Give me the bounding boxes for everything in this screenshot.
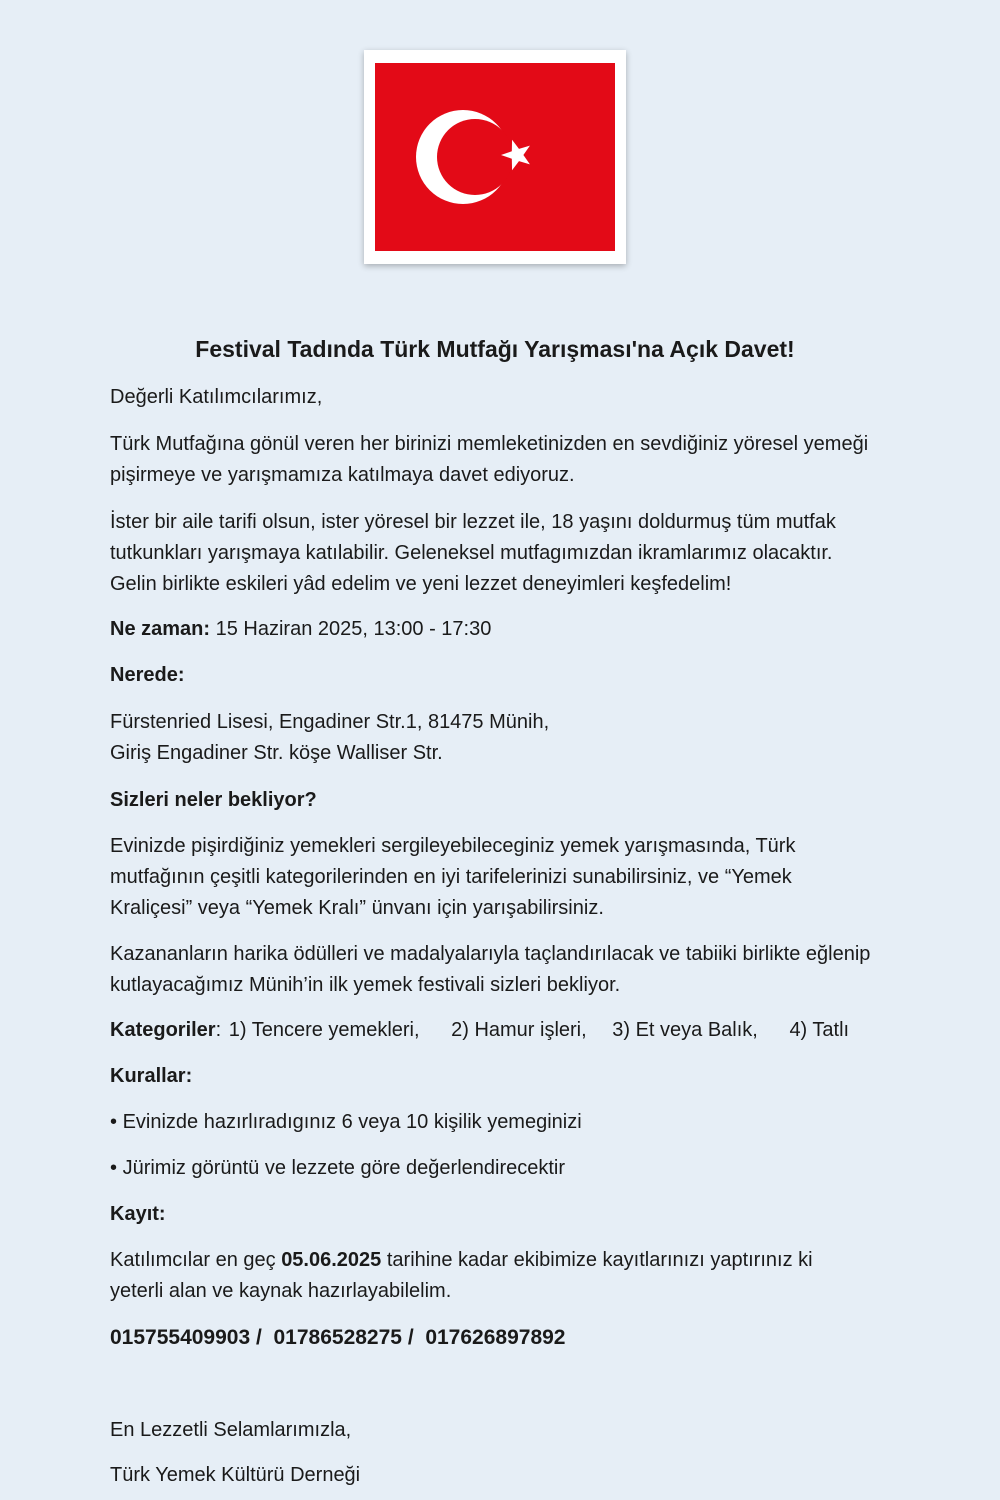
when-line (110, 614, 910, 645)
bullet-icon: • (110, 1111, 118, 1133)
closing-salutation: En Lezzetli Selamlarımızla, (110, 1419, 352, 1441)
phone-number[interactable]: 017626897892 (425, 1326, 566, 1349)
when-value: 15 Haziran 2025, 13:00 - 17:30 (215, 618, 492, 640)
expect-line: mutfağının çeşitli kategorilerinden en iyi tarifelerinizi sunabilirsiniz, ve “Yemek (110, 866, 792, 888)
prizes-line: Kazananların harika ödülleri ve madalyalarıyla taçlandırılacak ve tabiiki birlikte eğlenip (110, 943, 871, 965)
registration-heading: Kayıt: (110, 1203, 166, 1225)
expect-line: Evinizde pişirdiğiniz yemekleri sergileyebileceginiz yemek yarışmasında, Türk (110, 835, 796, 857)
address-line: Giriş Engadiner Str. köşe Walliser Str. (110, 742, 443, 764)
flag-icon (375, 63, 615, 251)
eligibility-line: İster bir aile tarifi olsun, ister yöresel bir lezzet ile, 18 yaşını doldurmuş tüm mutfak (110, 511, 836, 533)
category-item: 3) Et veya Balık, (612, 1019, 758, 1041)
intro-paragraph (110, 429, 910, 491)
rules-list (110, 1107, 910, 1184)
rule-item: • Jürimiz görüntü ve lezzete göre değerlendirecektir (110, 1157, 566, 1179)
turkish-flag (364, 50, 626, 264)
greeting: Değerli Katılımcılarımız, (110, 386, 323, 408)
expect-paragraph (110, 831, 910, 924)
where-address (110, 707, 910, 769)
expect-heading: Sizleri neler bekliyor? (110, 789, 317, 811)
eligibility-line: tutkunkları yarışmaya katılabilir. Geleneksel mutfagımızdan ikramlarımız olacaktır. (110, 542, 833, 564)
address-line: Fürstenried Lisesi, Engadiner Str.1, 81475 Münih, (110, 711, 550, 733)
expect-line: Kraliçesi” veya “Yemek Kralı” ünvanı için yarışabilirsiniz. (110, 897, 604, 919)
letter-body (110, 382, 910, 1491)
intro-line: pişirmeye ve yarışmamıza katılmaya davet ediyoruz. (110, 464, 575, 486)
phone-number[interactable]: 015755409903 (110, 1326, 251, 1349)
category-item: 4) Tatlı (789, 1019, 850, 1041)
intro-line: Türk Mutfağına gönül veren her birinizi memleketinizden en sevdiğiniz yöresel yemeği (110, 433, 869, 455)
page-title: Festival Tadında Türk Mutfağı Yarışması'na Açık Davet! (195, 336, 795, 362)
category-item: 1) Tencere yemekleri, (228, 1019, 420, 1041)
category-item: 2) Hamur işleri, (451, 1019, 587, 1041)
rule-item: • Evinizde hazırlıradıgınız 6 veya 10 kişilik yemeginizi (110, 1111, 582, 1133)
prizes-line: kutlayacağımız Münih’in ilk yemek festivali sizleri bekliyor. (110, 974, 621, 996)
phone-numbers: 015755409903 / 01786528275 / 017626897892 (110, 1326, 566, 1349)
bullet-icon: • (110, 1157, 118, 1179)
categories-line: Kategoriler: 1) Tencere yemekleri, 2) Hamur işleri, 3) Et veya Balık, 4) Tatlı (110, 1015, 910, 1046)
where-heading: Nerede: (110, 664, 185, 686)
eligibility-paragraph (110, 507, 910, 600)
rules-heading: Kurallar: (110, 1065, 193, 1087)
registration-deadline: 05.06.2025 (281, 1249, 382, 1271)
eligibility-line: Gelin birlikte eskileri yâd edelim ve yeni lezzet deneyimleri keşfedelim! (110, 573, 732, 595)
prizes-paragraph (110, 939, 910, 1001)
signature: Türk Yemek Kültürü Derneği (110, 1464, 361, 1486)
registration-paragraph: Katılımcılar en geç 05.06.2025 tarihine kadar ekibimize kayıtlarınızı yaptırınız ki yeterli alan ve kaynak hazırlayabilelim. (110, 1249, 813, 1302)
phone-number[interactable]: 01786528275 (273, 1326, 402, 1349)
categories-label: Kategoriler (110, 1019, 216, 1041)
when-label: Ne zaman: (110, 618, 211, 640)
